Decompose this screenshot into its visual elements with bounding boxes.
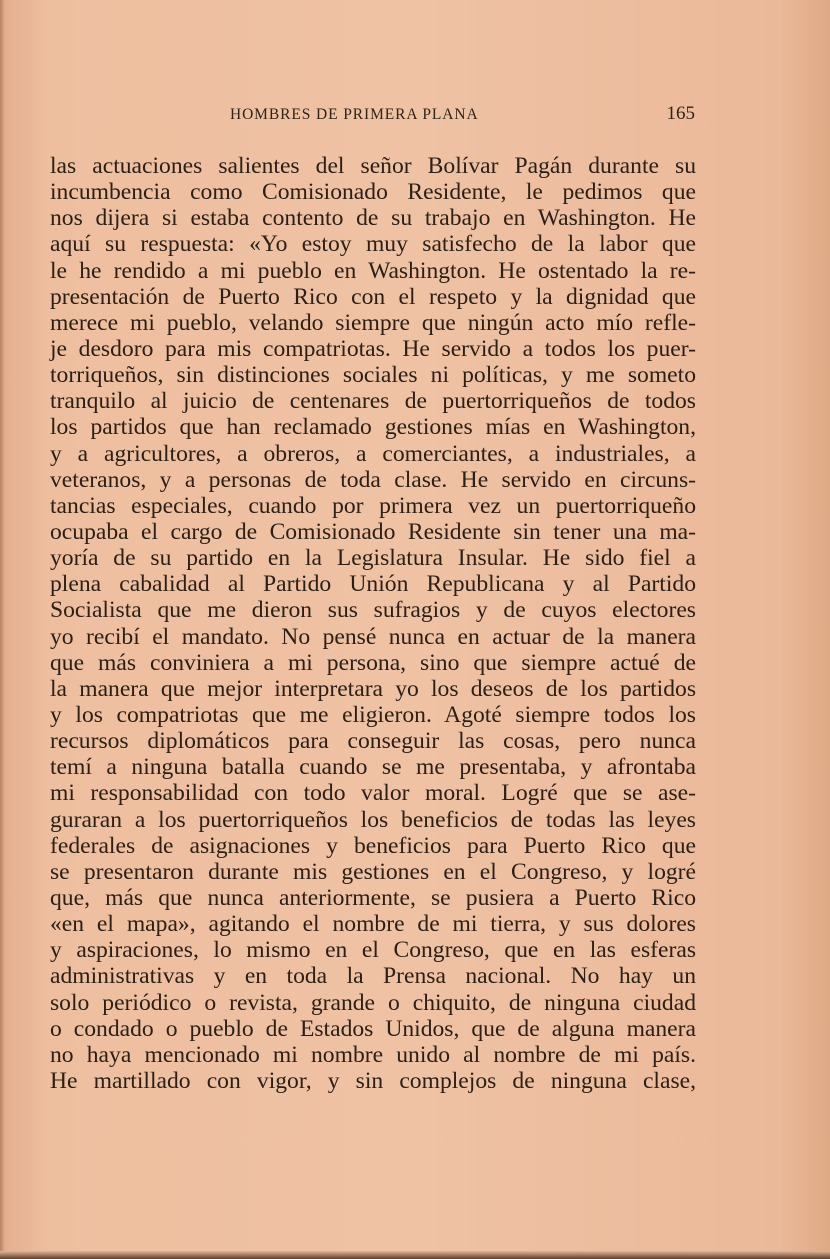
text-line: guraran a los puertorriqueños los beneficios de todas las leyes [50, 806, 696, 833]
text-line: la manera que mejor interpretara yo los deseos de los partidos [50, 675, 696, 702]
text-line: las actuaciones salientes del señor Bolívar Pagán durante su [50, 153, 696, 179]
text-line: Socialista que me dieron sus sufragios y de cuyos electores [50, 597, 696, 624]
text-line: y a agricultores, a obreros, a comerciantes, a industriales, a [50, 440, 696, 467]
text-line: administrativas y en toda la Prensa nacional. No hay un [50, 963, 696, 990]
text-line: recursos diplomáticos para conseguir las cosas, pero nunca [50, 728, 696, 755]
running-title: HOMBRES DE PRIMERA PLANA [230, 106, 479, 123]
text-line: torriqueños, sin distinciones sociales ni políticas, y me someto [50, 362, 696, 389]
text-line: y aspiraciones, lo mismo en el Congreso, que en las esferas [50, 937, 696, 964]
text-line: ocupaba el cargo de Comisionado Residente sin tener una ma- [50, 518, 696, 545]
text-line: federales de asignaciones y beneficios para Puerto Rico que [50, 832, 696, 859]
text-line: mi responsabilidad con todo valor moral. Logré que se ase- [50, 780, 696, 807]
page-header [230, 103, 695, 129]
text-line: tancias especiales, cuando por primera vez un puertorriqueño [50, 492, 696, 519]
text-line: solo periódico o revista, grande o chiquito, de ninguna ciudad [50, 989, 696, 1016]
page-bottom-edge [0, 1251, 830, 1259]
text-line: yoría de su partido en la Legislatura Insular. He sido fiel a [50, 545, 696, 572]
text-line: tranquilo al juicio de centenares de puertorriqueños de todos [50, 388, 696, 415]
text-line: He martillado con vigor, y sin complejos de ninguna clase, [50, 1067, 696, 1094]
text-line: le he rendido a mi pueblo en Washington. He ostentado la re- [50, 257, 696, 284]
text-line: yo recibí el mandato. No pensé nunca en actuar de la manera [50, 623, 696, 650]
text-line: veteranos, y a personas de toda clase. He servido en circuns- [50, 466, 696, 493]
text-line: que más conviniera a mi persona, sino que siempre actué de [50, 649, 696, 676]
text-line: temí a ninguna batalla cuando se me presentaba, y afrontaba [50, 754, 696, 781]
text-line: incumbencia como Comisionado Residente, le pedimos que [50, 179, 696, 206]
text-line: se presentaron durante mis gestiones en el Congreso, y logré [50, 858, 696, 885]
page-left-edge [0, 0, 5, 1259]
text-line: je desdoro para mis compatriotas. He servido a todos los puer- [50, 335, 696, 362]
text-line: plena cabalidad al Partido Unión Republicana y al Partido [50, 571, 696, 598]
text-line: «en el mapa», agitando el nombre de mi tierra, y sus dolores [50, 911, 696, 938]
text-line: aquí su respuesta: «Yo estoy muy satisfecho de la labor que [50, 231, 696, 258]
page-number: 165 [666, 103, 695, 124]
text-line: los partidos que han reclamado gestiones mías en Washington, [50, 414, 696, 441]
body-paragraph [50, 153, 696, 1094]
text-line: que, más que nunca anteriormente, se pusiera a Puerto Rico [50, 884, 696, 911]
text-line: y los compatriotas que me eligieron. Agoté siempre todos los [50, 701, 696, 728]
text-line: no haya mencionado mi nombre unido al nombre de mi país. [50, 1041, 696, 1068]
text-line: presentación de Puerto Rico con el respeto y la dignidad que [50, 283, 696, 310]
text-line: o condado o pueblo de Estados Unidos, que de alguna manera [50, 1015, 696, 1042]
text-line: nos dijera si estaba contento de su trabajo en Washington. He [50, 205, 696, 232]
text-line: merece mi pueblo, velando siempre que ningún acto mío refle- [50, 309, 696, 336]
